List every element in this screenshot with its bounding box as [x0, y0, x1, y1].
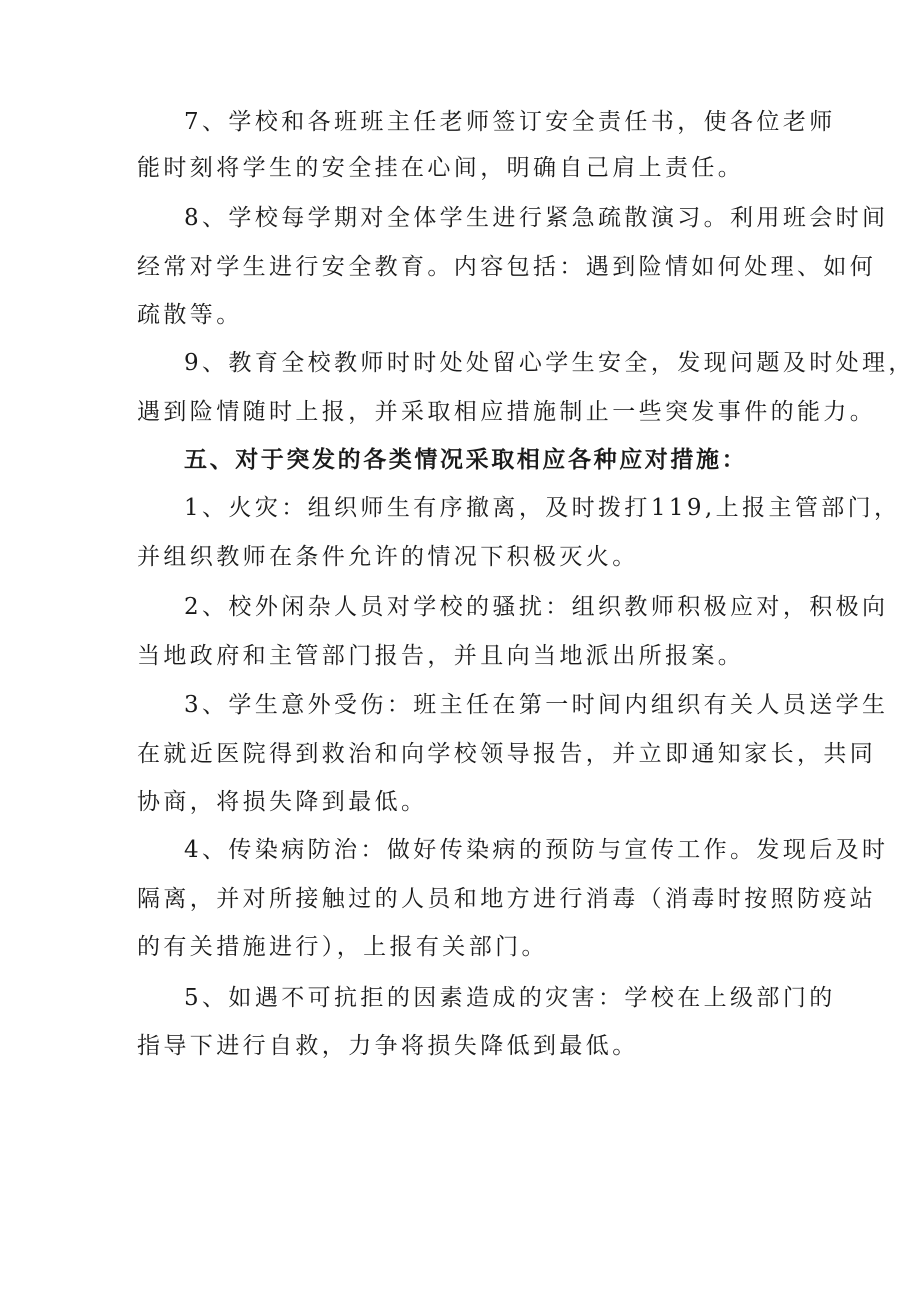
measure-line: 3、学生意外受伤：班主任在第一时间内组织有关人员送学生: [184, 692, 889, 718]
measure-line: 在就近医院得到救治和向学校领导报告，并立即通知家长，共同: [137, 741, 877, 767]
section-heading: 五、对于突发的各类情况采取相应各种应对措施：: [184, 447, 748, 473]
measure-line: 1、火灾：组织师生有序撤离，及时拨打119,上报主管部门，: [184, 495, 901, 521]
measure-line: 的有关措施进行），上报有关部门。: [137, 934, 548, 960]
measure-line: 隔离，并对所接触过的人员和地方进行消毒（消毒时按照防疫站: [137, 886, 877, 912]
paragraph-line: 遇到险情随时上报，并采取相应措施制止一些突发事件的能力。: [137, 399, 877, 425]
measure-line: 并组织教师在条件允许的情况下积极灭火。: [137, 544, 639, 570]
paragraph-line: 7、学校和各班班主任老师签订安全责任书，使各位老师: [184, 109, 836, 135]
paragraph-line: 9、教育全校教师时时处处留心学生安全，发现问题及时处理，: [184, 350, 915, 376]
measure-line: 协商，将损失降到最低。: [137, 789, 428, 815]
measure-line: 指导下进行自救，力争将损失降低到最低。: [137, 1033, 639, 1059]
paragraph-line: 能时刻将学生的安全挂在心间，明确自己肩上责任。: [137, 155, 745, 181]
measure-line: 5、如遇不可抗拒的因素造成的灾害：学校在上级部门的: [184, 985, 836, 1011]
paragraph-line: 经常对学生进行安全教育。内容包括：遇到险情如何处理、如何: [137, 254, 877, 280]
paragraph-line: 8、学校每学期对全体学生进行紧急疏散演习。利用班会时间: [184, 205, 889, 231]
measure-line: 2、校外闲杂人员对学校的骚扰：组织教师积极应对，积极向: [184, 594, 889, 620]
paragraph-line: 疏散等。: [137, 302, 243, 328]
measure-line: 4、传染病防治：做好传染病的预防与宣传工作。发现后及时: [184, 837, 889, 863]
measure-line: 当地政府和主管部门报告，并且向当地派出所报案。: [137, 643, 745, 669]
